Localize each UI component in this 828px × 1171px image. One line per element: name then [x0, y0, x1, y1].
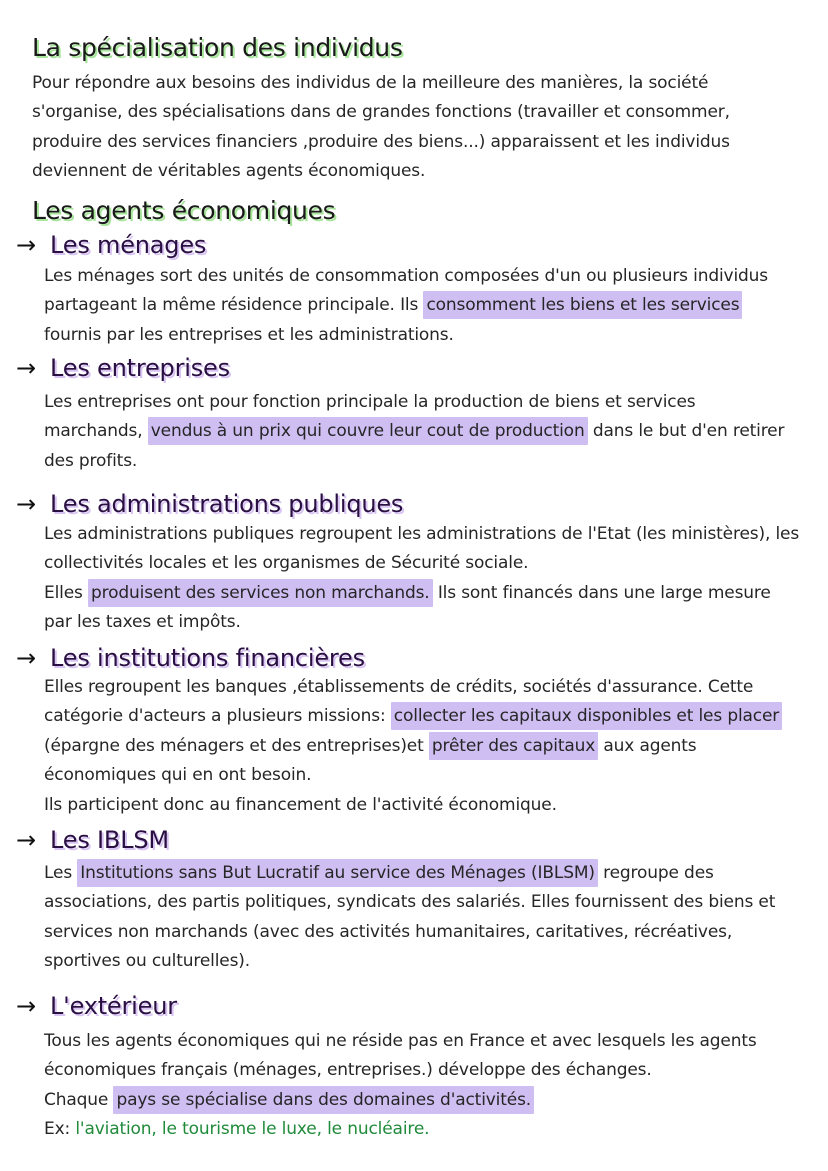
highlight: pays se spécialise dans des domaines d'activités.: [113, 1086, 534, 1114]
text-span: marchands,: [44, 421, 148, 442]
intro-line: produire des services financiers ,produire des biens...) apparaissent et les individus: [32, 131, 730, 152]
text-span: Chaque: [44, 1089, 114, 1110]
highlight: produisent des services non marchands.: [88, 579, 433, 607]
text-line: Les entreprises ont pour fonction principale la production de biens et services: [44, 392, 696, 412]
arrow-icon: →: [16, 490, 36, 518]
text-line: [44, 417, 828, 446]
arrow-icon: →: [16, 826, 36, 854]
arrow-icon: →: [16, 992, 36, 1020]
text-span: Elles: [44, 582, 89, 603]
heading-entreprises: [16, 352, 230, 384]
arrow-icon: →: [16, 231, 36, 259]
entreprises-paragraph: [44, 388, 828, 476]
text-line: par les taxes et impôts.: [44, 612, 241, 633]
heading-institutions: [16, 642, 365, 674]
text-line: économiques qui en ont besoin.: [44, 765, 312, 786]
text-line: collectivités locales et les organismes de Sécurité sociale.: [44, 553, 529, 574]
heading-exterieur-text: L'extérieur: [50, 992, 177, 1020]
text-line: des profits.: [44, 450, 138, 471]
green-example-text: l'aviation, le tourisme le luxe, le nucléaire.: [75, 1119, 430, 1140]
highlight: prêter des capitaux: [429, 732, 598, 760]
text-span: Les: [44, 863, 78, 883]
heading-administrations-text: Les administrations publiques: [50, 490, 404, 518]
institutions-paragraph: [44, 673, 828, 820]
text-span: (épargne des ménagers et des entreprises)et: [44, 735, 429, 756]
text-span: aux agents: [598, 735, 697, 756]
text-line: Elles regroupent les banques ,établissements de crédits, sociétés d'assurance. Cette: [44, 677, 754, 697]
text-line: Les ménages sort des unités de consommation composées d'un ou plusieurs individus: [44, 266, 768, 286]
administrations-paragraph: [44, 520, 828, 638]
text-line: Les administrations publiques regroupent les administrations de l'Etat (les ministères), les: [44, 524, 800, 544]
heading-exterieur: [16, 990, 177, 1022]
heading-iblsm: [16, 824, 169, 856]
heading-menages: [16, 229, 206, 261]
text-span: partageant la même résidence principale. Ils: [44, 295, 424, 316]
text-line: [44, 859, 828, 888]
menages-paragraph: [44, 262, 828, 350]
arrow-icon: →: [16, 644, 36, 672]
section-title-agents: Les agents économiques: [32, 196, 336, 225]
text-line: Tous les agents économiques qui ne réside pas en France et avec lesquels les agents: [44, 1031, 757, 1051]
heading-menages-text: Les ménages: [50, 231, 207, 259]
heading-institutions-text: Les institutions financières: [50, 644, 365, 672]
text-line: [44, 732, 828, 761]
heading-administrations: [16, 488, 403, 520]
intro-paragraph: [32, 69, 812, 187]
intro-line: s'organise, des spécialisations dans de grandes fonctions (travailler et consommer,: [32, 102, 730, 123]
heading-entreprises-text: Les entreprises: [50, 354, 230, 382]
highlight: Institutions sans But Lucratif au service des Ménages (IBLSM): [77, 859, 598, 887]
intro-line: deviennent de véritables agents économiques.: [32, 161, 426, 182]
text-line: fournis par les entreprises et les administrations.: [44, 324, 454, 345]
text-span: regroupe des: [597, 863, 714, 883]
page-title: La spécialisation des individus: [32, 33, 403, 62]
text-line: associations, des partis politiques, syndicats des salariés. Elles fournissent des biens et: [44, 892, 776, 913]
highlight: vendus à un prix qui couvre leur cout de production: [148, 417, 588, 445]
text-line: [44, 291, 828, 320]
text-line: sportives ou culturelles).: [44, 951, 251, 972]
text-line: [44, 579, 828, 608]
text-line: économiques français (ménages, entreprises.) développe des échanges.: [44, 1060, 652, 1081]
heading-iblsm-text: Les IBLSM: [50, 826, 169, 854]
exterieur-paragraph: [44, 1027, 828, 1145]
text-line: Ils participent donc au financement de l'activité économique.: [44, 794, 557, 815]
text-line: [44, 1115, 828, 1144]
text-line: [44, 702, 828, 731]
text-span: dans le but d'en retirer: [587, 421, 785, 442]
highlight: collecter les capitaux disponibles et les placer: [391, 702, 782, 730]
intro-line: Pour répondre aux besoins des individus de la meilleure des manières, la société: [32, 73, 709, 93]
text-line: [44, 1086, 828, 1115]
highlight: consomment les biens et les services: [423, 291, 742, 319]
arrow-icon: →: [16, 354, 36, 382]
text-span: Ex:: [44, 1119, 76, 1140]
iblsm-paragraph: [44, 859, 828, 977]
text-span: catégorie d'acteurs a plusieurs missions:: [44, 706, 391, 727]
text-span: Ils sont financés dans une large mesure: [432, 582, 771, 603]
text-line: services non marchands (avec des activités humanitaires, caritatives, récréatives,: [44, 921, 733, 942]
